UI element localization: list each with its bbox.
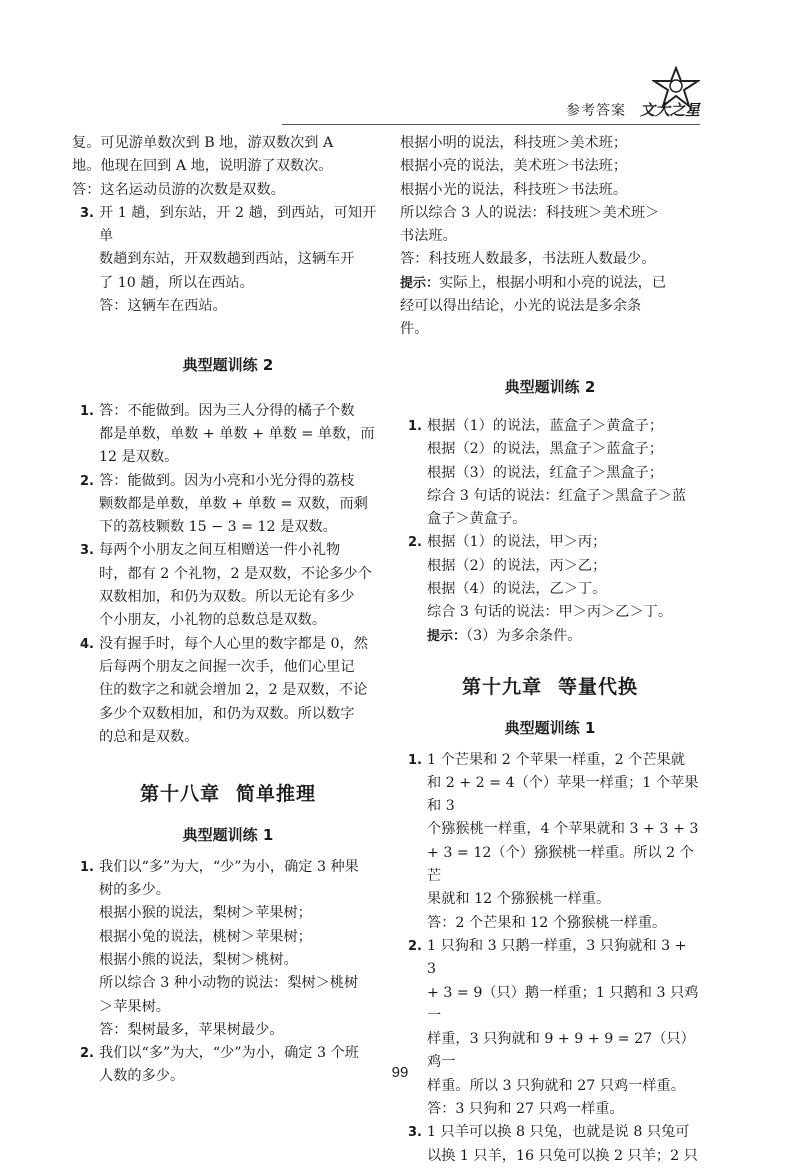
item-number: 2. bbox=[80, 473, 94, 489]
text-line: 1 只狗和 3 只鹅一样重，3 只狗就和 3 + 3 bbox=[427, 937, 687, 978]
left-column bbox=[72, 132, 384, 1089]
text-line: 双数相加，和仍为双数。所以无论有多少 bbox=[99, 589, 355, 606]
brand-name: 文大之星 bbox=[640, 101, 701, 119]
text-line: 根据小亮的说法，美术班＞书法班； bbox=[400, 158, 628, 175]
text-line: 都是单数，单数 + 单数 + 单数 = 单数，而 bbox=[99, 425, 375, 442]
hint-text: （3）为多余条件。 bbox=[466, 627, 582, 644]
text-line: 根据小猴的说法，梨树＞苹果树； bbox=[99, 905, 312, 922]
item-number: 1. bbox=[408, 418, 422, 434]
item-number: 4. bbox=[80, 636, 94, 652]
text-line: 件。 bbox=[400, 321, 429, 338]
text-line: 答：2 个芒果和 12 个猕猴桃一样重。 bbox=[427, 914, 667, 931]
text-line: 综合 3 句话的说法：甲＞丙＞乙＞丁。 bbox=[427, 604, 673, 621]
text-line: 我们以“多”为大，“少”为小，确定 3 种果 bbox=[99, 858, 359, 875]
text-line: 根据小光的说法，科技班＞书法班。 bbox=[400, 181, 628, 198]
text-line: 颗数都是单数，单数 + 单数 = 双数，而剩 bbox=[99, 495, 368, 512]
text-line: 地。他现在回到 A 地，说明游了双数次。 bbox=[72, 158, 333, 175]
text-line: 我们以“多”为大，“少”为小，确定 3 个班 bbox=[99, 1045, 359, 1062]
text-line: 综合 3 句话的说法：红盒子＞黑盒子＞蓝 bbox=[427, 487, 687, 504]
text-line: 12 是双数。 bbox=[99, 449, 179, 466]
answer-item bbox=[400, 1121, 700, 1168]
chapter-title bbox=[72, 783, 384, 806]
text-line: 盒子＞黄盒子。 bbox=[427, 511, 527, 528]
text-line: 答：能做到。因为小亮和小光分得的荔枝 bbox=[99, 472, 355, 489]
header-rule bbox=[282, 124, 700, 125]
text-line: 所以综合 3 人的说法：科技班＞美术班＞ bbox=[400, 204, 660, 221]
page-number: 99 bbox=[391, 1064, 409, 1081]
chapter-name: 简单推理 bbox=[236, 783, 317, 806]
answer-item bbox=[72, 470, 384, 540]
section-title: 典型题训练 2 bbox=[504, 377, 596, 396]
text-line: 多少个双数相加，和仍为双数。所以数字 bbox=[99, 705, 355, 722]
text-line: 下的荔枝颗数 15 − 3 = 12 是双数。 bbox=[99, 519, 337, 536]
text-line: 根据（1）的说法，甲＞丙； bbox=[427, 534, 607, 551]
hint-line bbox=[400, 625, 700, 648]
section-title: 典型题训练 1 bbox=[182, 826, 274, 845]
text-line: 答：这名运动员游的次数是双数。 bbox=[72, 181, 285, 198]
text-line: 根据小明的说法，科技班＞美术班； bbox=[400, 135, 628, 151]
text-line: 个猕猴桃一样重，4 个苹果就和 3 + 3 + 3 bbox=[427, 821, 699, 838]
text-line: 答：不能做到。因为三人分得的橘子个数 bbox=[99, 402, 355, 419]
answer-item bbox=[400, 531, 700, 624]
item-number: 1. bbox=[80, 859, 94, 875]
text-line: 的总和是双数。 bbox=[99, 728, 199, 745]
item-number: 2. bbox=[408, 535, 422, 551]
chapter-number: 第十八章 bbox=[139, 783, 220, 806]
text-line: 每两个小朋友之间互相赠送一件小礼物 bbox=[99, 542, 341, 559]
chapter-title bbox=[400, 676, 700, 699]
text-line: 根据小兔的说法，桃树＞苹果树； bbox=[99, 928, 312, 945]
header-title: 参考答案 bbox=[566, 103, 626, 119]
answer-item bbox=[72, 856, 384, 1042]
answer-item bbox=[400, 935, 700, 1121]
text-line: 根据（2）的说法，丙＞乙； bbox=[427, 557, 607, 574]
text-line: 根据（4）的说法，乙＞丁。 bbox=[427, 581, 607, 598]
text-line: 书法班。 bbox=[400, 228, 457, 245]
text-line: + 3 = 9（只）鹅一样重；1 只鹅和 3 只鸡一 bbox=[427, 984, 699, 1024]
text-line: 住的数字之和就会增加 2，2 是双数，不论 bbox=[99, 682, 368, 699]
text-line: + 3 = 12（个）猕猴桃一样重。所以 2 个芒 bbox=[427, 844, 694, 885]
text-line: 样重。所以 3 只狗就和 27 只鸡一样重。 bbox=[427, 1077, 685, 1094]
answer-item bbox=[400, 415, 700, 531]
right-column bbox=[400, 132, 700, 1168]
item-number: 1. bbox=[80, 403, 94, 419]
item-number: 1. bbox=[408, 752, 422, 768]
answer-item bbox=[72, 539, 384, 632]
text-line: 所以综合 3 种小动物的说法：梨树＞桃树 bbox=[99, 975, 359, 992]
text-line: 人数的多少。 bbox=[99, 1068, 185, 1085]
text-line: 开 1 趟，到东站，开 2 趟，到西站，可知开单 bbox=[99, 204, 377, 245]
item-number: 2. bbox=[408, 938, 422, 954]
text-line: 1 个芒果和 2 个苹果一样重，2 个芒果就 bbox=[427, 751, 685, 768]
text-line: 果就和 12 个猕猴桃一样重。 bbox=[427, 891, 611, 908]
text-line: 样重，3 只狗就和 9 + 9 + 9 = 27（只）鸡一 bbox=[427, 1031, 695, 1071]
text-line: 答：梨树最多，苹果树最少。 bbox=[99, 1021, 284, 1038]
section-title: 典型题训练 2 bbox=[182, 356, 274, 375]
text-line: 了 10 趟，所以在西站。 bbox=[99, 274, 254, 291]
answer-item bbox=[72, 633, 384, 749]
hint-line bbox=[400, 272, 700, 295]
item-number: 3. bbox=[80, 205, 94, 221]
hint-text: 实际上，根据小明和小亮的说法，已 bbox=[439, 274, 667, 291]
text-line: 没有握手时，每个人心里的数字都是 0，然 bbox=[99, 635, 368, 652]
text-line: 答：科技班人数最多，书法班人数最少。 bbox=[400, 251, 656, 268]
hint-label: 提示： bbox=[427, 628, 467, 644]
text-line: 根据（3）的说法，红盒子＞黑盒子； bbox=[427, 464, 664, 481]
section-title: 典型题训练 1 bbox=[504, 719, 596, 738]
text-line: 1 只羊可以换 8 只兔，也就是说 8 只兔可 bbox=[427, 1124, 690, 1141]
text-line: 后每两个朋友之间握一次手，他们心里记 bbox=[99, 658, 355, 675]
answer-item bbox=[72, 400, 384, 470]
text-line: 和 2 + 2 = 4（个）苹果一样重；1 个苹果和 3 bbox=[427, 774, 699, 815]
text-line: 树的多少。 bbox=[99, 882, 170, 899]
chapter-name: 等量代换 bbox=[558, 675, 639, 698]
text-line: 经可以得出结论，小光的说法是多余条 bbox=[400, 298, 642, 315]
page-header bbox=[0, 66, 800, 126]
text-line: ＞苹果树。 bbox=[99, 998, 170, 1015]
text-line: 个小朋友，小礼物的总数总是双数。 bbox=[99, 612, 327, 629]
item-number: 3. bbox=[80, 543, 94, 559]
text-line: 根据小熊的说法，梨树＞桃树。 bbox=[99, 951, 298, 968]
text-line: 数趟到东站，开双数趟到西站，这辆车开 bbox=[99, 251, 355, 268]
hint-label: 提示： bbox=[400, 275, 440, 291]
text-line: 根据（2）的说法，黑盒子＞蓝盒子； bbox=[427, 441, 664, 458]
text-line: 根据（1）的说法，蓝盒子＞黄盒子； bbox=[427, 417, 664, 434]
text-line: 复。可见游单数次到 B 地，游双数次到 A bbox=[72, 135, 334, 151]
text-line: 答：3 只狗和 27 只鸡一样重。 bbox=[427, 1100, 624, 1117]
item-number: 2. bbox=[80, 1046, 94, 1062]
text-line: 答：这辆车在西站。 bbox=[99, 298, 227, 315]
text-line: 时，都有 2 个礼物，2 是双数，不论多少个 bbox=[99, 565, 372, 582]
text-line: 以换 1 只羊，16 只兔可以换 2 只羊；2 只 bbox=[427, 1147, 698, 1164]
answer-item bbox=[400, 749, 700, 935]
answer-item bbox=[72, 202, 384, 318]
item-number: 3. bbox=[408, 1125, 422, 1141]
chapter-number: 第十九章 bbox=[461, 675, 542, 698]
